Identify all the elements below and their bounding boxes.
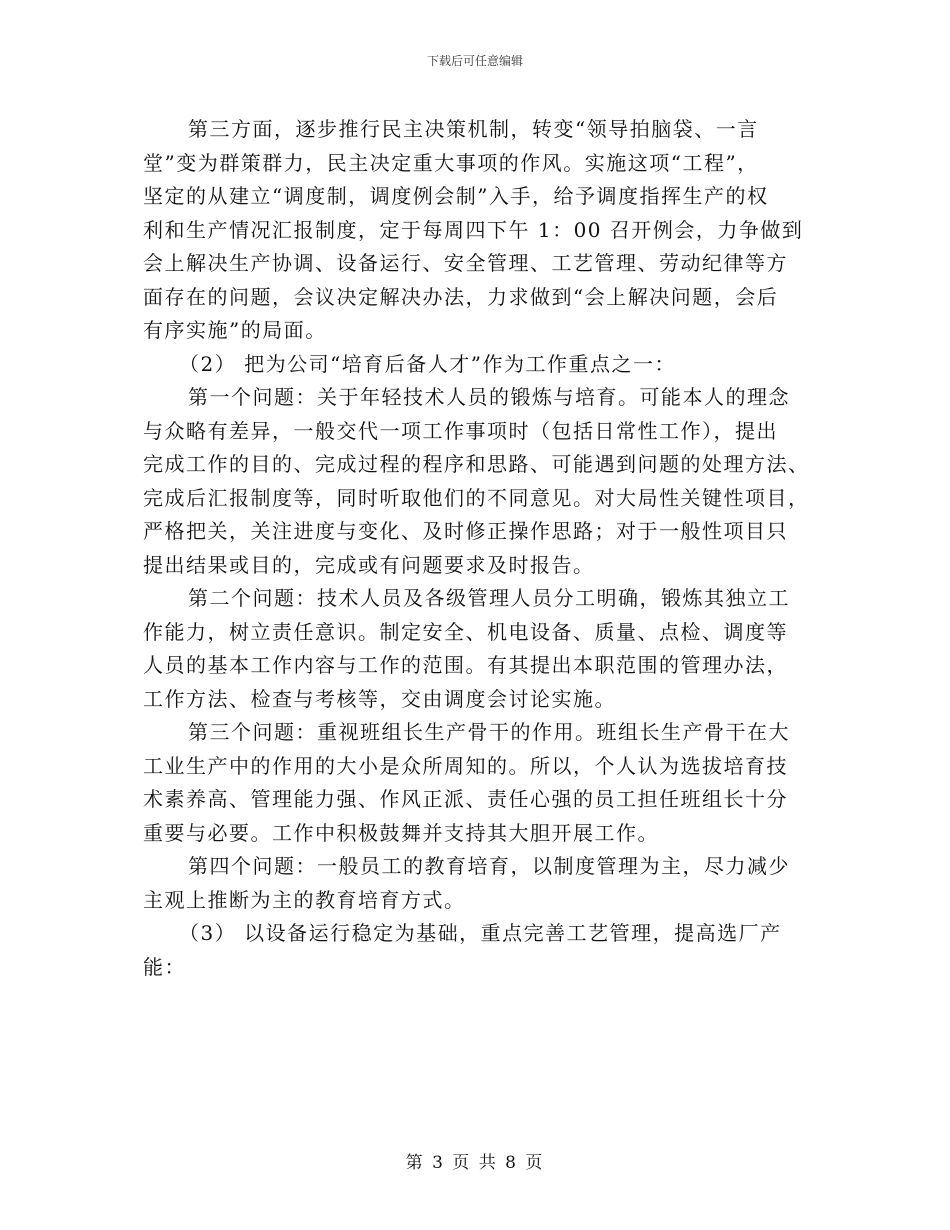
page-number: 第 3 页 共 8 页 (405, 1153, 545, 1173)
paragraph-line: 第一个问题：关于年轻技术人员的锻炼与培育。可能本人的理念 (188, 385, 790, 409)
paragraph-line: 术素养高、管理能力强、作风正派、责任心强的员工担任班组长十分 (143, 787, 788, 811)
paragraph-line: 第四个问题：一般员工的教育培育，以制度管理为主，尽力减少 (188, 854, 790, 878)
paragraph-line: 提出结果或目的，完成或有问题要求及时报告。 (143, 552, 595, 577)
paragraph-line: 有序实施”的局面。 (143, 318, 327, 342)
paragraph-line: 人员的基本工作内容与工作的范围。有其提出本职范围的管理办法， (143, 653, 788, 677)
page-header: 下载后可任意编辑 (426, 54, 523, 68)
paragraph-line: 第三个问题：重视班组长生产骨干的作用。班组长生产骨干在大 (188, 720, 790, 744)
paragraph-line: 完成工作的目的、完成过程的程序和思路、可能遇到问题的处理方法、 (143, 452, 810, 476)
paragraph-line: 主观上推断为主的教育培育方式。 (143, 887, 466, 912)
paragraph-line: 与众略有差异，一般交代一项工作事项时（包括日常性工作），提出 (143, 418, 778, 443)
paragraph-line: 利和生产情况汇报制度，定于每周四下午 1：00 召开例会，力争做到 (143, 217, 804, 242)
paragraph-line: 坚定的从建立“调度制，调度例会制”入手，给予调度指挥生产的权 (143, 184, 769, 208)
paragraph-line: 作能力，树立责任意识。制定安全、机电设备、质量、点检、调度等 (143, 619, 788, 644)
paragraph-line: 第二个问题：技术人员及各级管理人员分工明确，锻炼其独立工 (188, 586, 790, 610)
paragraph-line: 会上解决生产协调、设备运行、安全管理、工艺管理、劳动纪律等方 (143, 251, 788, 275)
section-heading: （3） 以设备运行稳定为基础，重点完善工艺管理，提高选厂产 (179, 921, 782, 945)
paragraph-line: 严格把关，关注进度与变化、及时修正操作思路；对于一般性项目只 (143, 519, 788, 543)
paragraph-line: 工业生产中的作用的大小是众所周知的。所以，个人认为选拔培育技 (143, 753, 788, 778)
paragraph-line: 工作方法、检查与考核等，交由调度会讨论实施。 (143, 686, 616, 711)
paragraph-line: 完成后汇报制度等，同时听取他们的不同意见。对大局性关键性项目， (143, 485, 810, 510)
document-body (143, 113, 808, 984)
paragraph-line: 堂”变为群策群力，民主决定重大事项的作风。实施这项“工程”， (143, 150, 759, 175)
paragraph-line: 面存在的问题，会议决定解决办法，力求做到“会上解决问题，会后 (143, 284, 779, 309)
paragraph-line: 重要与必要。工作中积极鼓舞并支持其大胆开展工作。 (143, 820, 659, 845)
paragraph-line: 能： (143, 954, 186, 979)
section-heading: （2） 把为公司“培育后备人才”作为工作重点之一： (179, 351, 677, 376)
paragraph-line: 第三方面，逐步推行民主决策机制，转变“领导拍脑袋、一言 (188, 117, 759, 141)
